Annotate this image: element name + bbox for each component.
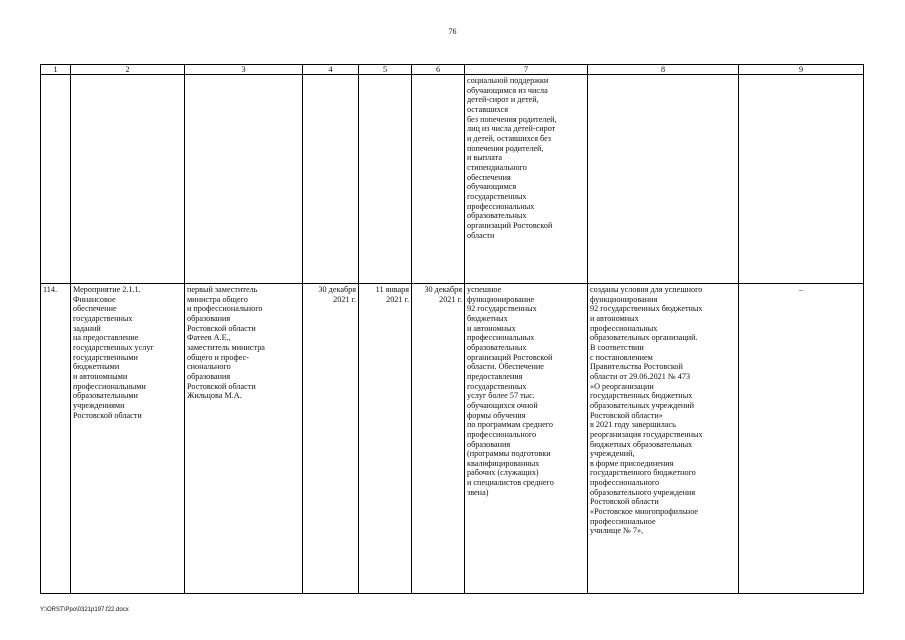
result-cell: социальной поддержки обучающимся из числа детей-сирот и детей, оставшихся без попечения родителей, лиц из числа детей-сирот и детей, оставшихся без попечения родителей, и выплата стипендиального обеспечения обучающимся государственных профессиональных образовательных организаций Ростовской области	[465, 75, 588, 284]
report-table	[40, 64, 864, 594]
col-number: 3	[185, 65, 303, 75]
row-number-cell: 114.	[41, 284, 71, 594]
col-number: 1	[41, 65, 71, 75]
responsible-cell: первый заместитель министра общего и профессионального образования Ростовской области Фатеев А.Е., заместитель министра общего и профес- сионального образования Ростовской области Жильцова М.А.	[185, 284, 303, 594]
col-number: 9	[739, 65, 864, 75]
col-number: 7	[465, 65, 588, 75]
start-date-cell: 11 января 2021 г.	[359, 284, 412, 594]
column-number-row	[41, 65, 864, 75]
col-number: 4	[303, 65, 359, 75]
plan-date-cell: 30 декабря 2021 г.	[303, 284, 359, 594]
end-date-cell: 30 декабря 2021 г.	[412, 284, 465, 594]
col-number: 5	[359, 65, 412, 75]
table-row-continuation	[41, 75, 864, 284]
file-path-footer: Y:\ORST\Ppo\0321p197.f22.docx	[40, 607, 129, 613]
planned-result-cell: успешное функционирование 92 государственных бюджетных и автономных профессиональных образовательных организаций Ростовской области. Обеспечение предоставления государственных услуг более 57 тыс. обучающихся очной формы обучения по программам среднего профессионального образования (программы подготовки квалифицированных рабочих (служащих) и специалистов среднего звена)	[465, 284, 588, 594]
table-row-114	[41, 284, 864, 594]
page-number: 76	[448, 27, 457, 36]
col-number: 6	[412, 65, 465, 75]
col-number: 8	[588, 65, 739, 75]
note-cell: –	[739, 284, 864, 594]
actual-result-cell: созданы условия для успешного функционирования 92 государственных бюджетных и автономных профессиональных образовательных организаций. В соответствии с постановлением Правительства Ростовской области от 29.06.2021 № 473 «О реорганизации государственных бюджетных образовательных учреждений Ростовской области» в 2021 году завершилась реорганизация государственных бюджетных образовательных учреждений, в форме присоединения государственного бюджетного профессионального образовательного учреждения Ростовской области «Ростовское многопрофильное профессиональное училище № 7»,	[588, 284, 739, 594]
col-number: 2	[71, 65, 185, 75]
activity-name-cell: Мероприятие 2.1.1. Финансовое обеспечение государственных заданий на предоставление государственных услуг государственными бюджетными и автономными профессиональными образовательными учреждениями Ростовской области	[71, 284, 185, 594]
